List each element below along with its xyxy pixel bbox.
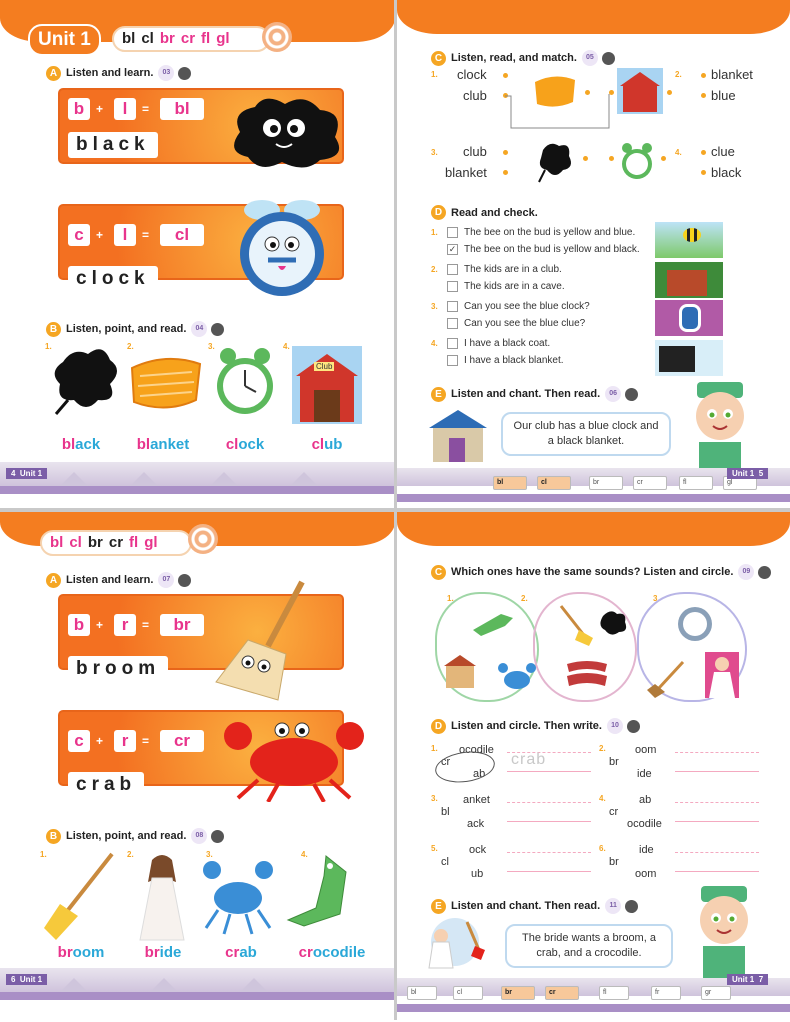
match-word[interactable]: blanket <box>711 67 753 82</box>
item-number: 3. <box>206 850 213 859</box>
club-sign: Club <box>316 362 333 371</box>
equals-sign: = <box>142 734 150 748</box>
phonics-fl: fl <box>201 30 211 47</box>
plus-sign: + <box>96 734 104 748</box>
item-number: 2. <box>431 265 438 274</box>
audio-icon[interactable] <box>625 388 638 401</box>
section-letter: C <box>431 51 446 66</box>
section-letter: E <box>431 387 446 402</box>
item-number: 1. <box>431 744 438 753</box>
label-club <box>282 436 372 453</box>
word-ending-option[interactable]: ub <box>471 868 484 880</box>
option-text: The kids are in a cave. <box>464 281 565 292</box>
club-house-picture <box>617 68 663 114</box>
mountain-decoration <box>60 978 88 992</box>
check-option[interactable] <box>447 281 565 292</box>
crocodile-picture <box>286 852 368 932</box>
train-strip <box>405 984 785 1004</box>
header-curtain <box>397 512 790 546</box>
footer-page-label <box>6 468 47 479</box>
crab-character <box>218 716 368 802</box>
audio-icon[interactable] <box>625 900 638 913</box>
section-title: Which ones have the same sounds? Listen and circle. <box>451 566 734 578</box>
match-dot[interactable] <box>701 150 706 155</box>
audio-icon[interactable] <box>178 574 191 587</box>
page-number: 7 <box>758 975 764 984</box>
label-blend: cl <box>225 436 239 453</box>
blanket-picture <box>126 350 206 416</box>
item-number: 4. <box>431 339 438 348</box>
label-rest: oom <box>72 944 105 961</box>
header-curtain <box>397 0 790 34</box>
section-title: Listen, point, and read. <box>66 323 187 335</box>
item-number: 3. <box>431 794 438 803</box>
option-text: The bee on the bud is yellow and blue. <box>464 227 636 238</box>
bride-broom-picture <box>417 916 493 974</box>
phonics-cl: cl <box>69 534 82 551</box>
traced-answer: crab <box>511 751 547 768</box>
footer-page-label <box>727 974 768 985</box>
broom-picture <box>42 852 118 942</box>
unit-title: Unit 1 <box>28 24 101 56</box>
section-a-heading <box>46 65 191 81</box>
section-a-heading <box>46 572 191 588</box>
audio-icon[interactable] <box>602 52 615 65</box>
section-c-heading <box>431 50 615 66</box>
footer-stripe <box>397 494 790 502</box>
label-rest: anket <box>150 436 190 453</box>
plus-sign: + <box>96 618 104 632</box>
clock-picture <box>673 600 717 644</box>
tile-c: c <box>68 224 90 246</box>
speech-bubble: The bride wants a broom, a crab, and a crocodile. <box>505 924 673 968</box>
page-4 <box>0 0 395 510</box>
equals-sign: = <box>142 228 150 242</box>
broom-character <box>208 578 318 708</box>
speech-bubble: Our club has a blue clock and a black blanket. <box>501 412 671 456</box>
section-letter: A <box>46 573 61 588</box>
match-word[interactable]: black <box>711 165 742 180</box>
train-car-cl: cl <box>453 986 483 1000</box>
write-line[interactable] <box>675 852 759 872</box>
club-house-picture <box>443 654 477 690</box>
label-rest: ack <box>75 436 101 453</box>
train-car-cl: cl <box>537 476 571 490</box>
clock-picture <box>619 142 655 182</box>
track-badge: 03 <box>158 65 174 81</box>
label-rest: ub <box>324 436 343 453</box>
phonics-cr: cr <box>108 534 124 551</box>
track-badge: 09 <box>738 564 754 580</box>
house-shape <box>667 270 707 296</box>
footer-ribbon <box>0 462 395 486</box>
bride-picture <box>705 652 739 698</box>
tile-bl: bl <box>160 98 204 120</box>
checkbox[interactable] <box>447 264 458 275</box>
phonics-cr: cr <box>180 30 196 47</box>
label-blend: cl <box>311 436 325 453</box>
scroll-icon <box>188 524 218 554</box>
audio-icon[interactable] <box>627 720 640 733</box>
item-number: 3. <box>653 594 660 603</box>
label-blend: br <box>144 944 160 961</box>
page-6 <box>0 512 395 1022</box>
match-word[interactable]: clock <box>457 67 487 82</box>
match-word[interactable]: blanket <box>445 165 487 180</box>
checkbox[interactable] <box>447 281 458 292</box>
mountain-decoration <box>130 472 158 486</box>
item-number: 1. <box>447 594 454 603</box>
check-option[interactable] <box>447 318 585 329</box>
page-number: 4 <box>11 469 16 478</box>
word-ending-option[interactable]: anket <box>463 794 490 806</box>
section-title: Listen, point, and read. <box>66 830 187 842</box>
match-dot[interactable] <box>609 156 614 161</box>
word-ending-option[interactable]: ack <box>467 818 485 830</box>
section-letter: B <box>46 829 61 844</box>
label-rest: ock <box>238 436 265 453</box>
track-badge: 05 <box>582 50 598 66</box>
clock-icon <box>679 304 701 332</box>
footer-stripe <box>0 486 395 494</box>
track-badge: 07 <box>158 572 174 588</box>
train-car-fl: fl <box>679 476 713 490</box>
option-text: The bee on the bud is yellow and black. <box>464 244 640 255</box>
ink-blot-picture <box>597 608 629 638</box>
match-dot[interactable] <box>661 156 666 161</box>
plus-sign: + <box>96 102 104 116</box>
crab-picture <box>497 660 537 694</box>
train-car-bl: bl <box>407 986 437 1000</box>
footer-unit: Unit 1 <box>19 469 43 478</box>
word-ending-option[interactable]: ocodile <box>459 744 494 756</box>
match-dot[interactable] <box>667 90 672 95</box>
label-clock <box>200 436 290 453</box>
tile-c: c <box>68 730 90 752</box>
match-word[interactable]: clue <box>711 144 735 159</box>
conductor-character <box>679 880 769 980</box>
label-crocodile <box>282 944 382 961</box>
footer-stripe <box>397 1004 790 1012</box>
label-black <box>36 436 126 453</box>
section-d-heading <box>431 205 538 220</box>
item-number: 5. <box>431 844 438 853</box>
label-broom <box>36 944 126 961</box>
label-blend: cr <box>298 944 313 961</box>
check-option[interactable] <box>447 301 590 312</box>
blend-option: cr <box>609 806 619 818</box>
clock-picture <box>214 346 276 420</box>
kids-club-picture <box>655 262 723 298</box>
audio-icon[interactable] <box>211 323 224 336</box>
crocodile-picture <box>471 604 515 638</box>
phonics-cl: cl <box>141 30 154 47</box>
equals-sign: = <box>142 102 150 116</box>
page-5 <box>397 0 790 510</box>
match-dot[interactable] <box>583 156 588 161</box>
label-rest: ide <box>159 944 182 961</box>
section-letter: A <box>46 66 61 81</box>
broom-picture <box>645 660 687 700</box>
club-house-picture <box>292 346 362 424</box>
phonics-bar <box>40 530 192 556</box>
write-line[interactable] <box>675 802 759 822</box>
section-title: Listen and circle. Then write. <box>451 720 602 732</box>
ink-splat-character <box>220 92 350 172</box>
section-d-heading <box>431 718 640 734</box>
train-car-br: br <box>501 986 535 1000</box>
label-bride <box>118 944 208 961</box>
label-blend: bl <box>61 436 76 453</box>
tile-br: br <box>160 614 204 636</box>
alarm-clock-character <box>232 196 332 306</box>
mountain-decoration <box>290 472 318 486</box>
word-ending-option[interactable]: ide <box>637 768 652 780</box>
section-title: Listen and chant. Then read. <box>451 900 601 912</box>
track-badge: 11 <box>605 898 621 914</box>
item-number: 1. <box>40 850 47 859</box>
match-line <box>503 76 613 132</box>
label-rest: ocodile <box>312 944 366 961</box>
match-dot[interactable] <box>701 73 706 78</box>
word-ending-option[interactable]: oom <box>635 868 657 880</box>
train-car-fr: fr <box>651 986 681 1000</box>
mountain-decoration <box>150 978 178 992</box>
section-letter: E <box>431 899 446 914</box>
word-ending-option[interactable]: ock <box>469 844 487 856</box>
blend-option: bl <box>441 806 450 818</box>
item-number: 2. <box>675 70 682 79</box>
word-broom: broom <box>68 656 168 682</box>
label-blanket <box>118 436 208 453</box>
label-blend: bl <box>136 436 151 453</box>
section-b-heading <box>46 828 224 844</box>
item-number: 4. <box>301 850 308 859</box>
audio-icon[interactable] <box>178 67 191 80</box>
phonics-gl: gl <box>216 30 230 47</box>
match-dot[interactable] <box>701 170 706 175</box>
crab-picture <box>200 852 276 938</box>
word-ending-option[interactable]: ide <box>639 844 654 856</box>
phonics-bl: bl <box>50 534 64 551</box>
section-title: Listen and chant. Then read. <box>451 388 601 400</box>
mountain-decoration <box>60 472 88 486</box>
black-blanket-picture <box>655 340 723 376</box>
checkbox[interactable] <box>447 338 458 349</box>
footer-stripe <box>0 992 395 1000</box>
blend-option: cr <box>441 756 451 768</box>
item-number: 4. <box>283 342 290 351</box>
phonics-fl: fl <box>129 534 139 551</box>
answer-circle <box>433 748 497 786</box>
checkbox-checked[interactable]: ✓ <box>448 244 457 254</box>
footer-unit: Unit 1 <box>19 975 43 984</box>
bride-picture <box>136 852 188 942</box>
match-dot[interactable] <box>503 170 508 175</box>
checkbox[interactable] <box>447 301 458 312</box>
check-option[interactable] <box>447 338 550 349</box>
page-number: 5 <box>758 469 764 478</box>
track-badge: 08 <box>191 828 207 844</box>
blue-clock-picture <box>655 300 723 336</box>
item-number: 1. <box>431 228 438 237</box>
section-letter: C <box>431 565 446 580</box>
item-number: 2. <box>521 594 528 603</box>
word-ending-option[interactable]: ab <box>473 768 486 780</box>
section-letter: D <box>431 205 446 220</box>
word-crab: crab <box>68 772 144 798</box>
tile-r: r <box>114 730 136 752</box>
option-text: The kids are in a club. <box>464 264 562 275</box>
label-blend: cr <box>225 944 240 961</box>
tile-cr: cr <box>160 730 204 752</box>
bee-picture <box>655 222 723 258</box>
mountain-decoration <box>210 472 238 486</box>
label-crab <box>196 944 286 961</box>
item-number: 2. <box>127 850 134 859</box>
write-line[interactable] <box>507 852 591 872</box>
phonics-bar <box>112 26 270 52</box>
page-gutter-horizontal <box>0 508 790 512</box>
blend-option: br <box>609 756 619 768</box>
section-title: Listen and learn. <box>66 67 154 79</box>
label-blend: br <box>57 944 73 961</box>
section-c-heading <box>431 564 771 580</box>
footer-unit: Unit 1 <box>732 469 755 478</box>
club-house-picture <box>427 408 489 464</box>
audio-icon[interactable] <box>211 830 224 843</box>
write-line[interactable] <box>675 752 759 772</box>
check-option[interactable] <box>447 244 640 255</box>
word-ending-option[interactable]: ocodile <box>627 818 662 830</box>
label-rest: ab <box>239 944 257 961</box>
train-car-cr: cr <box>633 476 667 490</box>
match-dot[interactable] <box>503 150 508 155</box>
ink-blot-picture <box>535 138 575 184</box>
item-number: 3. <box>208 342 215 351</box>
section-letter: D <box>431 719 446 734</box>
match-word[interactable]: blue <box>711 88 736 103</box>
section-title: Listen, read, and match. <box>451 52 577 64</box>
footer-page-label <box>6 974 47 985</box>
broom-picture <box>557 604 597 648</box>
footer-ribbon <box>0 968 395 992</box>
item-number: 4. <box>599 794 606 803</box>
word-black: black <box>68 132 158 158</box>
word-clock: clock <box>68 266 158 292</box>
match-word[interactable]: club <box>463 144 487 159</box>
train-car-gl: gl <box>723 476 757 490</box>
blend-option: br <box>609 856 619 868</box>
bee-icon <box>683 228 701 242</box>
item-number: 3. <box>431 302 438 311</box>
section-b-heading <box>46 321 224 337</box>
track-badge: 04 <box>191 321 207 337</box>
audio-icon[interactable] <box>758 566 771 579</box>
blend-option: cl <box>441 856 449 868</box>
blanket-shape <box>659 346 695 372</box>
item-number: 1. <box>431 70 438 79</box>
match-dot[interactable] <box>701 93 706 98</box>
tile-l: l <box>114 98 136 120</box>
checkbox[interactable] <box>447 355 458 366</box>
item-number: 6. <box>599 844 606 853</box>
word-ending-option[interactable]: ab <box>639 794 652 806</box>
item-number: 2. <box>127 342 134 351</box>
word-ending-option[interactable]: oom <box>635 744 657 756</box>
train-car-bl: bl <box>493 476 527 490</box>
section-e-heading <box>431 898 638 914</box>
mountain-decoration <box>240 978 268 992</box>
track-badge: 10 <box>607 718 623 734</box>
tile-b: b <box>68 98 90 120</box>
track-badge: 06 <box>605 386 621 402</box>
train-car-br: br <box>589 476 623 490</box>
section-letter: B <box>46 322 61 337</box>
page-number: 6 <box>11 975 16 984</box>
checkbox[interactable] <box>447 318 458 329</box>
tile-b: b <box>68 614 90 636</box>
item-number: 4. <box>675 148 682 157</box>
item-number: 3. <box>431 148 438 157</box>
train-car-fl: fl <box>599 986 629 1000</box>
option-text: Can you see the blue clue? <box>464 318 586 329</box>
ink-blot-picture <box>48 342 124 418</box>
option-text: Can you see the blue clock? <box>464 301 590 312</box>
phonics-gl: gl <box>144 534 158 551</box>
conductor-character <box>675 376 765 476</box>
match-word[interactable]: club <box>463 88 487 103</box>
option-text: I have a black blanket. <box>464 355 564 366</box>
check-option[interactable] <box>447 355 564 366</box>
checkbox[interactable] <box>447 227 458 238</box>
phonics-br: br <box>159 30 175 47</box>
plus-sign: + <box>96 228 104 242</box>
scroll-icon <box>262 22 292 52</box>
footer-unit: Unit 1 <box>732 975 755 984</box>
option-text: I have a black coat. <box>464 338 551 349</box>
section-title: Read and check. <box>451 206 538 219</box>
equals-sign: = <box>142 618 150 632</box>
ribbon-cloth-picture <box>565 658 609 692</box>
footer-page-label <box>727 468 768 479</box>
write-line[interactable] <box>507 802 591 822</box>
phonics-br: br <box>87 534 103 551</box>
section-title: Listen and learn. <box>66 574 154 586</box>
phonics-bl: bl <box>122 30 136 47</box>
check-option[interactable] <box>447 227 635 238</box>
tile-r: r <box>114 614 136 636</box>
tile-l: l <box>114 224 136 246</box>
page-7 <box>397 512 790 1022</box>
check-option[interactable] <box>447 264 562 275</box>
train-car-gr: gr <box>701 986 731 1000</box>
train-car-cr: cr <box>545 986 579 1000</box>
item-number: 1. <box>45 342 52 351</box>
item-number: 2. <box>599 744 606 753</box>
tile-cl: cl <box>160 224 204 246</box>
section-e-heading <box>431 386 638 402</box>
